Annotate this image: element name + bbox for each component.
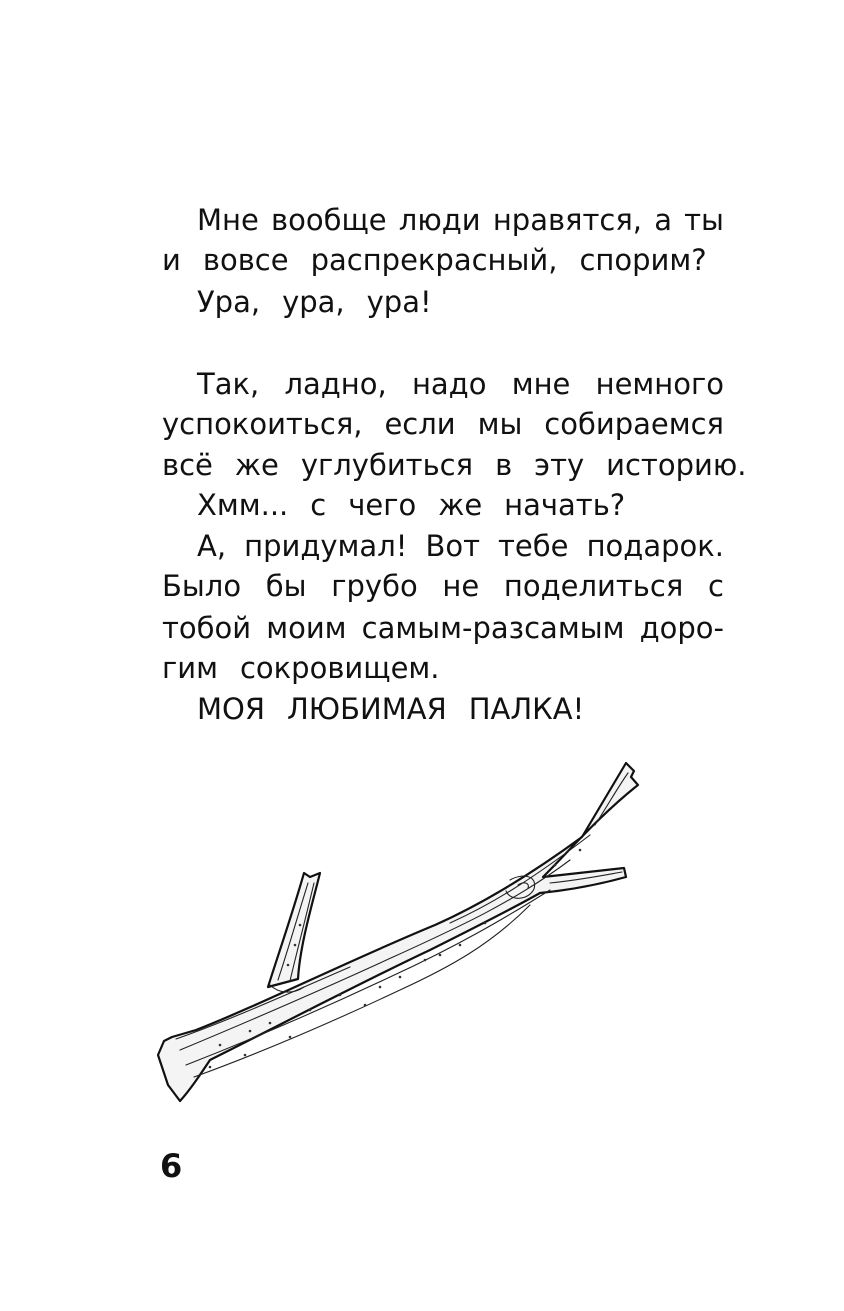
- text-line: всё же углубиться в эту историю.: [162, 448, 747, 482]
- text-line: и вовсе распрекрасный, спорим?: [162, 243, 707, 277]
- page-number: 6: [160, 1147, 183, 1185]
- text-line: Так, ладно, надо мне немного: [197, 367, 724, 401]
- text-line: тобой моим самым-разсамым доро-: [162, 611, 724, 645]
- text-line: МОЯ ЛЮБИМАЯ ПАЛКА!: [197, 692, 585, 726]
- text-line: Хмм... с чего же начать?: [197, 488, 626, 522]
- text-line: гим сокровищем.: [162, 651, 440, 685]
- stick-illustration: [150, 755, 700, 1105]
- text-line: Было бы грубо не поделиться с: [162, 569, 724, 603]
- text-line: Ура, ура, ура!: [197, 285, 432, 319]
- text-line: А, придумал! Вот тебе подарок.: [197, 529, 724, 563]
- text-line: успокоиться, если мы собираемся: [162, 407, 724, 441]
- text-line: Мне вообще люди нравятся, а ты: [197, 203, 724, 237]
